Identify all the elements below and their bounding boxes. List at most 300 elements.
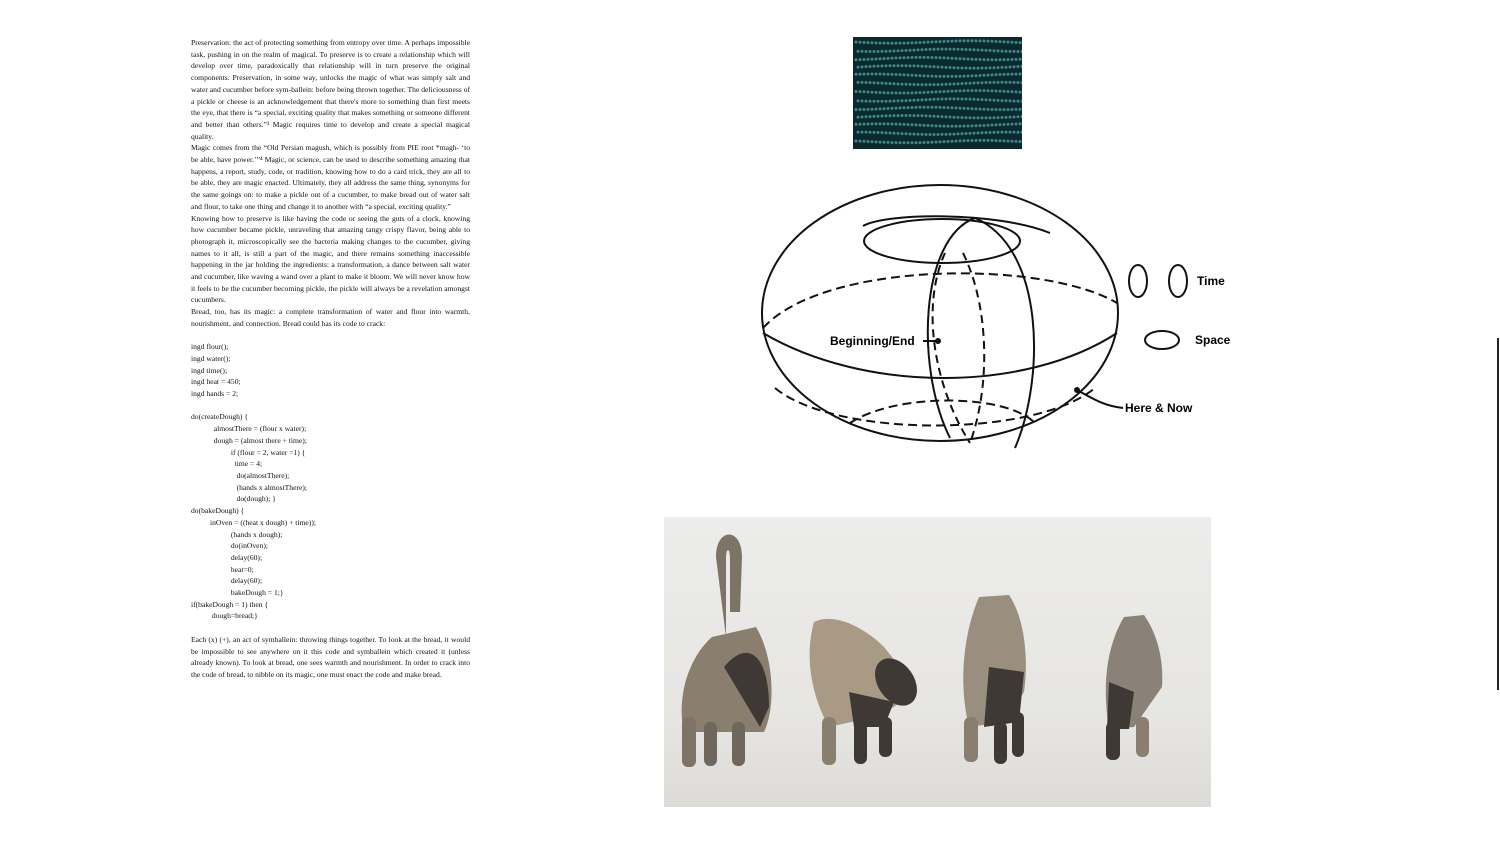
bead xyxy=(903,141,906,144)
bead xyxy=(949,48,952,51)
page-edge-line xyxy=(1497,338,1499,690)
bead xyxy=(911,74,914,77)
bead xyxy=(983,108,986,111)
bead xyxy=(931,56,934,59)
bead xyxy=(899,106,902,109)
bead xyxy=(957,97,960,100)
bead xyxy=(917,83,920,86)
bead xyxy=(923,124,926,127)
bead xyxy=(965,98,968,101)
ceramic-vessels-photo xyxy=(664,517,1211,807)
bead xyxy=(907,141,910,144)
bead xyxy=(877,131,880,134)
bead xyxy=(887,42,890,45)
bead xyxy=(917,99,920,102)
bead xyxy=(885,100,888,103)
bead xyxy=(877,65,880,68)
bead xyxy=(967,89,970,92)
bead xyxy=(911,141,914,144)
bead xyxy=(863,41,866,44)
bead xyxy=(929,83,932,86)
bead xyxy=(1013,100,1016,103)
bead xyxy=(919,124,922,127)
bead xyxy=(857,131,860,134)
bead xyxy=(983,139,986,142)
bead xyxy=(909,132,912,135)
bead xyxy=(1009,81,1012,84)
bead xyxy=(865,131,868,134)
vessel-1 xyxy=(682,535,772,768)
spacer xyxy=(191,622,470,634)
bead xyxy=(985,66,988,69)
bead xyxy=(857,50,860,53)
bead xyxy=(959,89,962,92)
bead xyxy=(953,116,956,119)
bead xyxy=(939,40,942,43)
bead xyxy=(991,40,994,43)
bead xyxy=(925,133,928,136)
beginning-end-point xyxy=(935,338,941,344)
bead xyxy=(927,106,930,109)
bead xyxy=(999,40,1002,43)
bead xyxy=(991,73,994,76)
bead xyxy=(1015,58,1018,61)
bead xyxy=(931,91,934,94)
bead xyxy=(931,106,934,109)
bead xyxy=(879,107,882,110)
bead xyxy=(855,90,858,93)
bead xyxy=(993,81,996,84)
bead xyxy=(871,140,874,143)
bead xyxy=(857,66,860,69)
bead xyxy=(867,58,870,61)
bead xyxy=(927,41,930,44)
bead xyxy=(963,57,966,60)
bead xyxy=(921,98,924,101)
bead xyxy=(1017,50,1020,53)
bead xyxy=(907,56,910,59)
bead xyxy=(925,83,928,86)
bead xyxy=(919,141,922,144)
bead xyxy=(949,83,952,86)
bead xyxy=(915,91,918,94)
bead xyxy=(879,73,882,76)
bead xyxy=(925,98,928,101)
bead xyxy=(987,89,990,92)
bead xyxy=(999,58,1002,61)
bead xyxy=(855,139,858,142)
bead xyxy=(881,82,884,85)
bead xyxy=(929,65,932,68)
bead xyxy=(877,81,880,84)
bead xyxy=(969,82,972,85)
bead xyxy=(945,66,948,69)
bead xyxy=(969,98,972,101)
bead xyxy=(927,91,930,94)
bead xyxy=(879,42,882,45)
bead xyxy=(901,49,904,52)
bead xyxy=(957,48,960,51)
bead xyxy=(985,131,988,134)
bead xyxy=(927,56,930,59)
bead xyxy=(935,75,938,78)
bead xyxy=(867,91,870,94)
bead xyxy=(937,83,940,86)
bead xyxy=(879,91,882,94)
bead xyxy=(1019,140,1022,143)
bead xyxy=(1007,58,1010,61)
bead xyxy=(931,75,934,78)
bead xyxy=(991,89,994,92)
bead xyxy=(1013,65,1016,68)
bead xyxy=(887,57,890,60)
bead xyxy=(999,73,1002,76)
bead xyxy=(887,73,890,76)
bead xyxy=(895,123,898,126)
bead xyxy=(959,139,962,142)
bead xyxy=(929,98,932,101)
bead xyxy=(1011,108,1014,111)
bead xyxy=(1015,90,1018,93)
bead xyxy=(975,39,978,42)
bead xyxy=(897,114,900,117)
bead xyxy=(903,42,906,45)
bead xyxy=(951,140,954,143)
bead xyxy=(873,100,876,103)
bead xyxy=(1003,108,1006,111)
bead xyxy=(859,108,862,111)
bead xyxy=(1015,140,1018,143)
bead xyxy=(935,106,938,109)
bead xyxy=(897,49,900,52)
bead xyxy=(873,115,876,118)
bead xyxy=(867,41,870,44)
bead xyxy=(957,132,960,135)
bead xyxy=(891,141,894,144)
bead xyxy=(991,58,994,61)
label-here-now: Here & Now xyxy=(1125,401,1193,415)
bead xyxy=(987,40,990,43)
bead xyxy=(1003,139,1006,142)
bead xyxy=(985,49,988,52)
bead xyxy=(1017,81,1020,84)
bead xyxy=(929,133,932,136)
bead xyxy=(897,82,900,85)
bead xyxy=(895,42,898,45)
bead xyxy=(997,131,1000,134)
bead xyxy=(957,82,960,85)
bead xyxy=(981,131,984,134)
bead xyxy=(967,39,970,42)
bead xyxy=(983,58,986,61)
bead xyxy=(909,114,912,117)
bead xyxy=(947,125,950,128)
bead xyxy=(959,125,962,128)
bead xyxy=(855,108,858,111)
bead xyxy=(1021,50,1023,53)
bead xyxy=(1001,66,1004,69)
bead xyxy=(995,89,998,92)
bead xyxy=(875,73,878,76)
bead xyxy=(857,116,860,119)
bead xyxy=(967,125,970,128)
bead xyxy=(965,132,968,135)
bead xyxy=(981,116,984,119)
essay-paragraph-closing: Each (x) (+), an act of symballein: throwing things together. To look at the bread, it would be impossible to see anywhere on it this code and symballein which created it (unless already known). To look at bread, one sees warmth and nourishment. In order to crack into the code of bread, to nibble on its magic, one must enact the code and make bread. xyxy=(191,634,470,679)
outer-ellipse xyxy=(762,185,1118,441)
bead xyxy=(1003,58,1006,61)
code-steps: do(createDough) { almostThere = (flour x water); dough = (almost there + time); if (flour = 2, water =1) { time = 4; do(almostThere); (hands x almostThere); do(dough); } do(bakeDough) { inOven = ((heat x dough) + time)); (hands x dough); do(inOven); delay(60); heat=0; delay(60); bakeDough = 1;} if(bakeDough = 1) then { dough=bread;} xyxy=(191,412,316,621)
bead xyxy=(981,98,984,101)
bead xyxy=(959,57,962,60)
bead xyxy=(971,89,974,92)
bead xyxy=(865,100,868,103)
bead xyxy=(999,90,1002,93)
bead xyxy=(1021,115,1023,118)
bead xyxy=(871,41,874,44)
bead xyxy=(969,132,972,135)
bead xyxy=(977,67,980,70)
bead xyxy=(855,73,858,76)
bead xyxy=(903,73,906,76)
bead xyxy=(969,48,972,51)
bead xyxy=(991,108,994,111)
bead xyxy=(977,131,980,134)
bead xyxy=(929,48,932,51)
bead xyxy=(1001,116,1004,119)
bead xyxy=(965,67,968,70)
bead xyxy=(933,115,936,118)
bead xyxy=(899,42,902,45)
bead xyxy=(865,50,868,53)
bead xyxy=(941,66,944,69)
bead xyxy=(893,100,896,103)
bead xyxy=(863,123,866,126)
bead xyxy=(931,124,934,127)
equator-back xyxy=(763,273,1117,328)
bead xyxy=(963,125,966,128)
bead xyxy=(891,122,894,125)
bead xyxy=(979,124,982,127)
bead xyxy=(979,108,982,111)
loop-right-dashed xyxy=(963,253,984,443)
bead xyxy=(909,49,912,52)
bead xyxy=(979,58,982,61)
bead xyxy=(921,114,924,117)
bead xyxy=(865,115,868,118)
bead xyxy=(905,132,908,135)
bead xyxy=(871,91,874,94)
bead xyxy=(995,139,998,142)
bead xyxy=(859,90,862,93)
bead xyxy=(989,49,992,52)
bead xyxy=(957,116,960,119)
bead xyxy=(1001,81,1004,84)
bead xyxy=(919,41,922,44)
label-time: Time xyxy=(1197,274,1225,288)
bead xyxy=(909,64,912,67)
bead xyxy=(949,66,952,69)
bead xyxy=(911,41,914,44)
bead xyxy=(1015,123,1018,126)
bead xyxy=(999,108,1002,111)
vessels-illustration xyxy=(664,517,1211,807)
bead xyxy=(1005,50,1008,53)
bead xyxy=(913,133,916,136)
bead xyxy=(955,57,958,60)
bead xyxy=(983,74,986,77)
bead xyxy=(915,41,918,44)
bead xyxy=(953,133,956,136)
bead xyxy=(863,108,866,111)
vessel-2 xyxy=(810,619,926,765)
bead xyxy=(939,140,942,143)
bead xyxy=(905,83,908,86)
bead xyxy=(1005,66,1008,69)
bead xyxy=(933,98,936,101)
bead xyxy=(935,90,938,93)
bead xyxy=(1017,65,1020,68)
bead xyxy=(933,65,936,68)
bead xyxy=(977,98,980,101)
bead xyxy=(867,140,870,143)
bead xyxy=(911,106,914,109)
label-beginning-end: Beginning/End xyxy=(830,334,915,348)
bead xyxy=(951,90,954,93)
bead xyxy=(957,66,960,69)
bead xyxy=(859,73,862,76)
bead xyxy=(903,106,906,109)
bead xyxy=(1019,41,1022,44)
bead xyxy=(985,98,988,101)
bead xyxy=(971,107,974,110)
bead xyxy=(907,91,910,94)
bead xyxy=(963,89,966,92)
bead xyxy=(961,116,964,119)
bead xyxy=(875,140,878,143)
bead xyxy=(989,66,992,69)
bead xyxy=(945,115,948,118)
bead xyxy=(877,50,880,53)
bead xyxy=(959,39,962,42)
bead xyxy=(889,82,892,85)
bead xyxy=(941,133,944,136)
bead xyxy=(929,115,932,118)
bead xyxy=(997,81,1000,84)
bead xyxy=(973,48,976,51)
bead xyxy=(939,56,942,59)
bead xyxy=(873,50,876,53)
bead xyxy=(885,131,888,134)
bead xyxy=(1009,116,1012,119)
bead xyxy=(989,116,992,119)
bead xyxy=(961,82,964,85)
bead xyxy=(891,91,894,94)
bead xyxy=(995,40,998,43)
bead xyxy=(939,75,942,78)
bead xyxy=(919,74,922,77)
bead xyxy=(947,75,950,78)
bead xyxy=(907,74,910,77)
bead xyxy=(1019,122,1022,125)
bead xyxy=(1011,90,1014,93)
bead xyxy=(971,58,974,61)
bead xyxy=(1003,40,1006,43)
bead xyxy=(883,91,886,94)
bead xyxy=(987,74,990,77)
here-now-pointer xyxy=(1077,390,1123,408)
bead xyxy=(965,116,968,119)
bead xyxy=(889,114,892,117)
bead xyxy=(917,65,920,68)
bead xyxy=(925,65,928,68)
bead xyxy=(899,73,902,76)
bead xyxy=(999,123,1002,126)
bead xyxy=(1021,100,1023,103)
bead xyxy=(941,48,944,51)
spacer xyxy=(191,400,470,412)
bead xyxy=(1011,140,1014,143)
bead xyxy=(961,66,964,69)
bead xyxy=(917,48,920,51)
here-now-point xyxy=(1074,387,1080,393)
bead xyxy=(937,133,940,136)
bead xyxy=(949,133,952,136)
bead xyxy=(985,116,988,119)
bead xyxy=(935,56,938,59)
essay-text-column xyxy=(191,37,470,681)
bead xyxy=(947,57,950,60)
bead xyxy=(997,49,1000,52)
bead xyxy=(989,131,992,134)
bead xyxy=(861,100,864,103)
bead xyxy=(875,57,878,60)
bead xyxy=(991,139,994,142)
bead xyxy=(1003,73,1006,76)
bead xyxy=(947,90,950,93)
bead xyxy=(893,82,896,85)
bead xyxy=(975,58,978,61)
bead xyxy=(941,83,944,86)
bead xyxy=(975,124,978,127)
bead xyxy=(935,124,938,127)
bead xyxy=(921,133,924,136)
bead xyxy=(987,124,990,127)
bead xyxy=(989,99,992,102)
bead xyxy=(943,125,946,128)
bead xyxy=(897,132,900,135)
bead xyxy=(861,65,864,68)
bead xyxy=(873,81,876,84)
bead xyxy=(971,124,974,127)
bead xyxy=(901,114,904,117)
bead xyxy=(895,107,898,110)
bead xyxy=(859,58,862,61)
bead xyxy=(1011,41,1014,44)
bead xyxy=(981,49,984,52)
bead xyxy=(933,48,936,51)
bead xyxy=(889,64,892,67)
bead xyxy=(933,133,936,136)
bead xyxy=(913,49,916,52)
bead xyxy=(973,67,976,70)
bead xyxy=(945,83,948,86)
bead xyxy=(941,115,944,118)
bead xyxy=(915,106,918,109)
bead xyxy=(1017,100,1020,103)
bead xyxy=(981,81,984,84)
bead xyxy=(1021,131,1023,134)
